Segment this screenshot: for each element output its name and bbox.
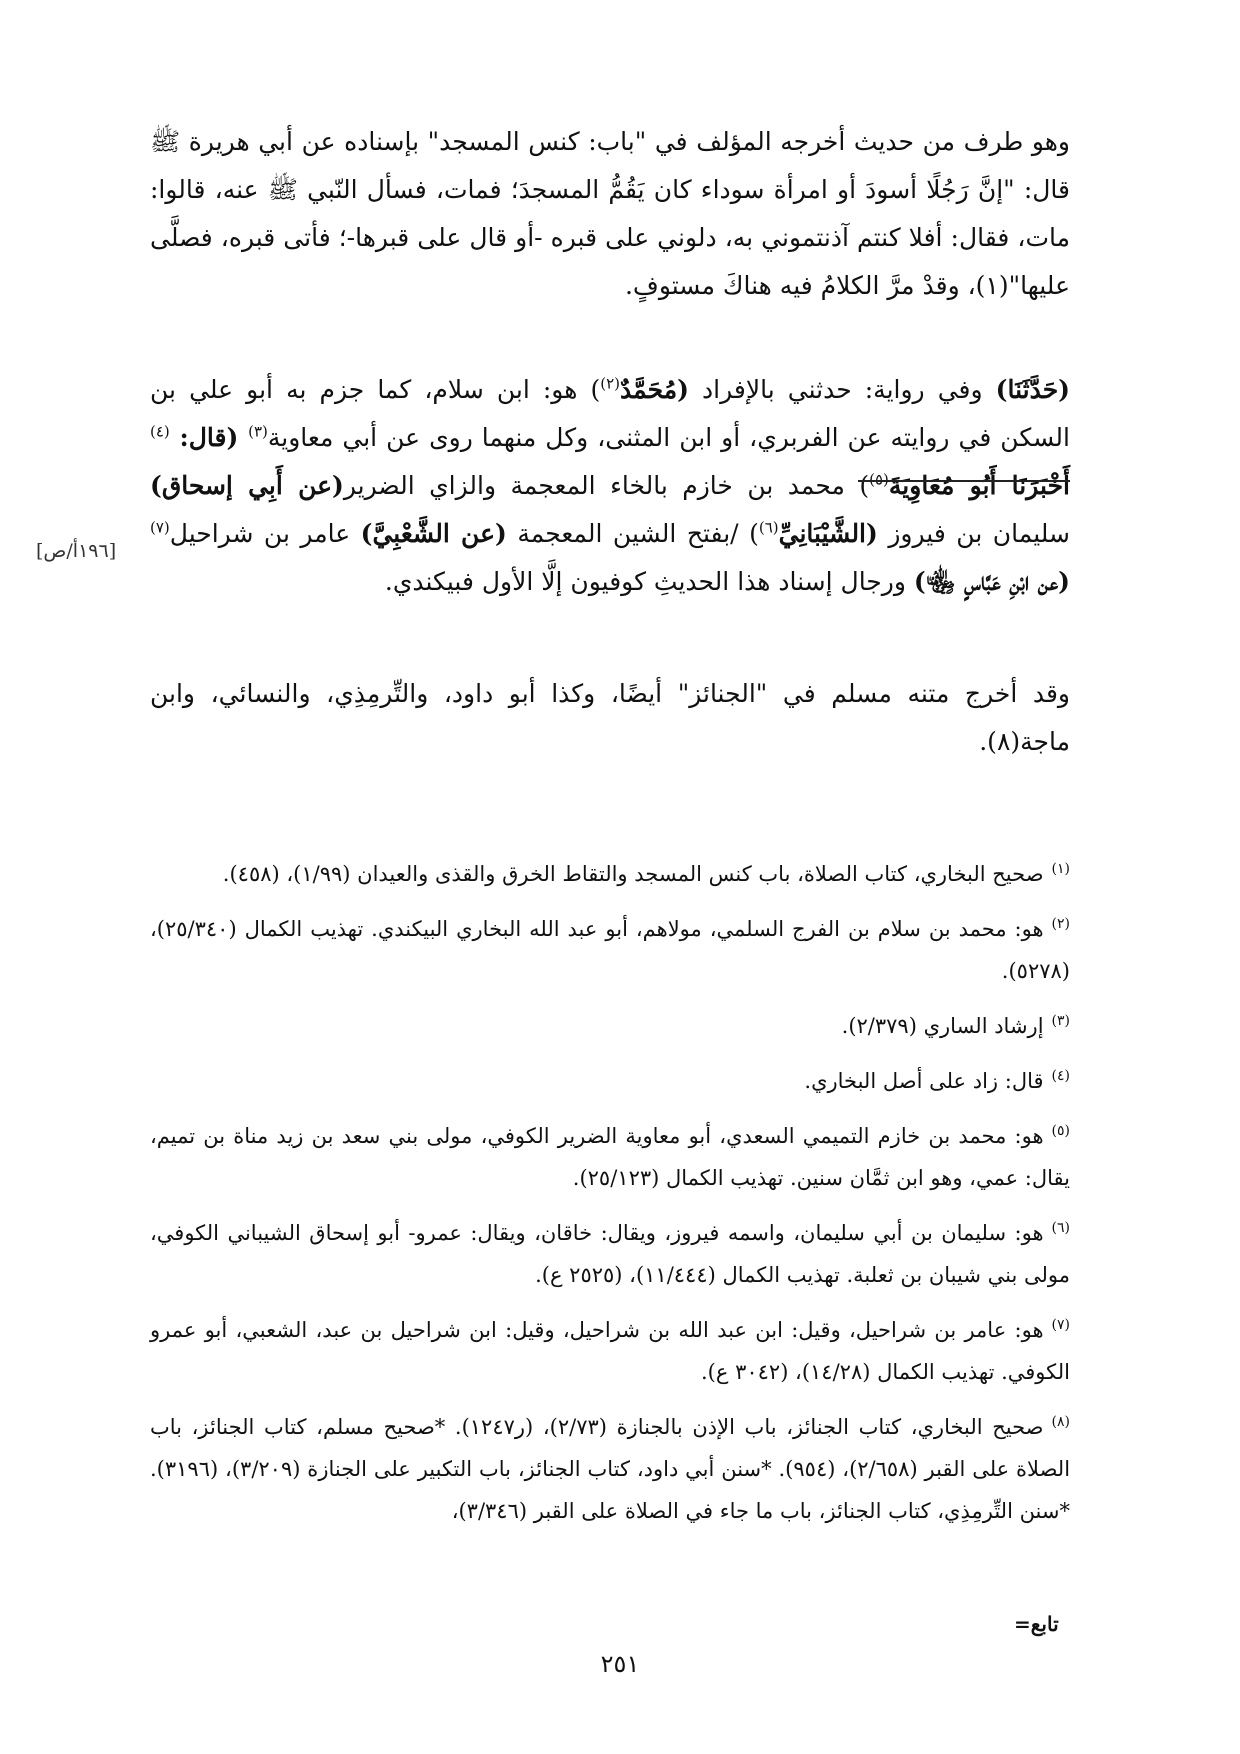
commentary-text: سليمان بن فيروز <box>877 519 1070 548</box>
footnote-item <box>150 1000 1070 1047</box>
footnote-text: قال: زاد على أصل البخاري. <box>804 1069 1044 1093</box>
footnote-number: (٣) <box>1051 1013 1070 1029</box>
footnote-number: (٢) <box>1051 916 1070 932</box>
footnote-text: هو: محمد بن سلام بن الفرج السلمي، مولاهم، أبو عبد الله البخاري البيكندي. تهذيب الكمال (٢٥/٣٤٠)، (٥٢٧٨). <box>150 917 1070 983</box>
footnote-text: هو: عامر بن شراحيل، وقيل: ابن عبد الله بن شراحيل، وقيل: ابن شراحيل بن عبد، الشعبي، أبو عمرو الكوفي. تهذيب الكمال (١٤/٢٨)، (٣٠٤٢ ع). <box>150 1318 1070 1384</box>
hadith-chain-term: (حَدَّثَنَا) <box>995 375 1070 404</box>
footnote-number: (١) <box>1051 861 1070 877</box>
footnote-ref[interactable]: (٧) <box>150 518 170 537</box>
commentary-text: عامر بن شراحيل <box>169 519 361 548</box>
commentary-text: ) هو: ابن سلام، كما جزم به أبو علي بن السكن في روايته عن الفربري، أو ابن المثنى، وكل منهما روى عن أبي معاوية <box>150 375 1070 452</box>
footnote-item <box>150 1207 1070 1296</box>
page-number: ٢٥١ <box>600 1650 640 1678</box>
footnote-number: (٦) <box>1051 1220 1070 1236</box>
footnote-number: (٨) <box>1051 1414 1070 1430</box>
body-paragraph-2 <box>150 366 1070 606</box>
narrator-name: (مُحَمَّدٌ <box>620 375 689 404</box>
footnote-text: صحيح البخاري، كتاب الجنائز، باب الإذن بالجنازة (٢/٧٣)، (ر١٢٤٧). *صحيح مسلم، كتاب الجنائز، باب الصلاة على القبر (٢/٦٥٨)، (٩٥٤). *سنن أبي داود، كتاب الجنائز، باب التكبير على الجنازة (٣/٢٠٩)، (٣١٩٦). *سنن التِّرمِذِي، كتاب الجنائز، باب ما جاء في الصلاة على القبر (٣/٣٤٦)، <box>150 1415 1071 1523</box>
manuscript-folio-marker: [١٩٦أ/ص] <box>36 540 117 562</box>
footnote-ref[interactable]: (٣) <box>248 422 268 441</box>
footnote-ref[interactable]: (٦) <box>758 518 779 537</box>
footnote-item <box>150 1055 1070 1102</box>
footnote-separator <box>858 480 1070 482</box>
commentary-text: ) محمد بن خازم بالخاء المعجمة والزاي الضرير <box>343 471 870 500</box>
body-paragraph-3: وقد أخرج متنه مسلم في "الجنائز" أيضًا، وكذا أبو داود، والتِّرمِذِي، والنسائي، وابن ماجة(٨). <box>150 679 1070 756</box>
footnote-item <box>150 1401 1070 1532</box>
narrator-name: (الشَّيْبَانِيِّ <box>778 519 878 548</box>
narrator-name: أَخْبَرَنَا أَبُو مُعَاوِيَةَ <box>888 471 1070 500</box>
commentary-text: ورجال إسناد هذا الحديثِ كوفيون إلَّا الأول فبيكندي. <box>384 567 914 596</box>
footnote-number: (٧) <box>1051 1317 1070 1333</box>
footnote-item <box>150 903 1070 992</box>
footnote-text: هو: محمد بن خازم التميمي السعدي، أبو معاوية الضرير الكوفي، مولى بني سعد بن زيد مناة بن تميم، يقال: عمي، وهو ابن ثمَّان سنين. تهذيب الكمال (٢٥/١٢٣). <box>150 1124 1070 1190</box>
footnote-number: (٤) <box>1051 1068 1070 1084</box>
footnote-number: (٥) <box>1051 1123 1070 1139</box>
narrator-name: (عن ابْنِ عَبَّاسٍ ﵄) <box>913 567 1070 596</box>
footnote-text: هو: سليمان بن أبي سليمان، واسمه فيروز، ويقال: خاقان، ويقال: عمرو- أبو إسحاق الشيباني الكوفي، مولى بني شيبان بن ثعلبة. تهذيب الكمال (١١/٤٤٤)، (٢٥٢٥ ع). <box>150 1221 1070 1287</box>
footnote-item <box>150 848 1070 895</box>
narrator-name: (عن الشَّعْبِيَّ) <box>360 519 507 548</box>
footnotes-section <box>150 848 1070 1540</box>
hadith-chain-term: (قال: <box>169 423 249 452</box>
continued-label: تابع= <box>1014 1612 1059 1636</box>
footnote-item <box>150 1110 1070 1199</box>
footnote-ref[interactable]: (٢) <box>600 374 620 393</box>
footnote-item <box>150 1304 1070 1393</box>
commentary-text: وفي رواية: حدثني بالإفراد <box>688 375 996 404</box>
body-paragraph-1: وهو طرف من حديث أخرجه المؤلف في "باب: كنس المسجد" بإسناده عن أبي هريرة ﷺ قال: "إنَّ رَجُلًا أسودَ أو امرأة سوداء كان يَقُمُّ المسجدَ؛ فمات، فسأل النّبي ﷺ عنه، قالوا: مات، فقال: أفلا كنتم آذنتموني به، دلوني على قبره -أو قال على قبرها-؛ فأتى قبره، فصلَّى عليها"(١)، وقدْ مرَّ الكلامُ فيه هناكَ مستوفٍ. <box>150 127 1070 300</box>
narrator-name: (عن أَبِي إسحاق) <box>150 471 344 500</box>
footnote-ref[interactable]: (٤) <box>150 422 170 441</box>
footnote-ref[interactable]: (٥) <box>869 470 889 489</box>
footnote-text: صحيح البخاري، كتاب الصلاة، باب كنس المسجد والتقاط الخرق والقذى والعيدان (١/٩٩)، (٤٥٨). <box>222 862 1044 886</box>
footnote-text: إرشاد الساري (٢/٣٧٩). <box>841 1014 1044 1038</box>
commentary-text: ) /بفتح الشين المعجمة <box>506 519 759 548</box>
